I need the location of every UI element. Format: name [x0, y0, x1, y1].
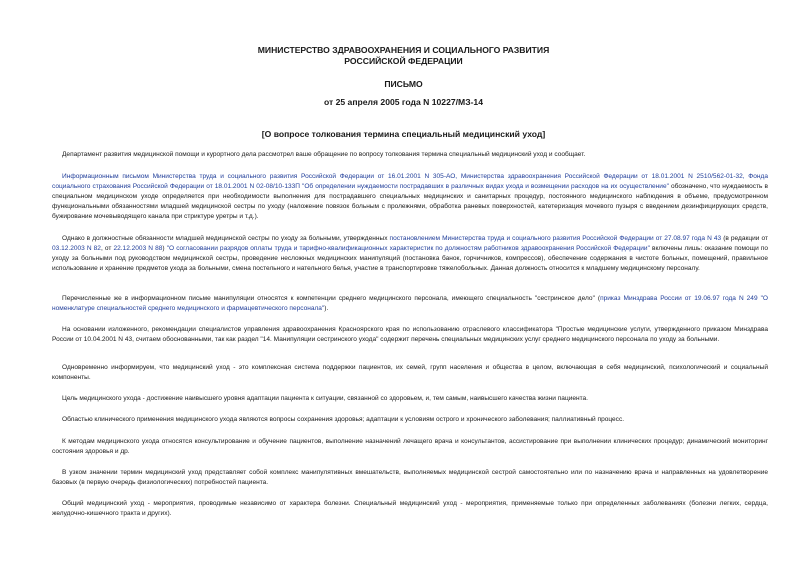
paragraph-6: Одновременно информируем, что медицинский уход - это комплексная система поддержки пациентов, их семей, групп населения и общества в целом, включающая в себя медицинский, психологический и социальный компоненты.: [52, 364, 768, 381]
amendment-link-2[interactable]: 22.12.2003 N 88: [113, 244, 163, 252]
paragraph-3-text-4: ): [162, 244, 167, 252]
paragraph-4-text-1: Перечисленные же в информационном письме манипуляции относятся к компетенции среднего медицинского персонала, имеющего специальность "сестринское дело" (: [62, 295, 601, 302]
paragraph-3-text-1: Однако в должностные обязанности младшей медицинской сестры по уходу за больными, утвержденных: [62, 235, 390, 242]
paragraph-3-text-3: , от: [100, 244, 114, 252]
ministry-line-2: РОССИЙСКОЙ ФЕДЕРАЦИИ: [344, 56, 463, 66]
info-letter-link[interactable]: Информационным письмом Министерства труда и социального развития Российской Федерации от 16.01.2001 N 305-АО, Министерства здравоохранения Российской Федерации от 18.01.2001 N 2510/562-01-32, Фонда социального страхования Российской Федерации от 18.01.2001 N 02-08/10-133П "Об определении нуждаемости пострадавших в различных видах ухода и возмещении расходов на их осуществление": [52, 173, 768, 190]
paragraph-11: Общий медицинский уход - мероприятия, проводимые независимо от характера болезни. Специальный медицинский уход - мероприятия, применяемые только при определенных заболеваниях (болезни легких, сердца, желудочно-кишечного тракта и других).: [52, 500, 768, 517]
paragraph-4: [52, 294, 768, 314]
paragraph-8: Областью клинического применения медицинского ухода являются вопросы сохранения здоровья; адаптации к условиям острого и хронического заболевания; паллиативный процесс.: [62, 416, 625, 423]
paragraph-5: На основании изложенного, рекомендации специалистов управления здравоохранения Красноярского края по использованию отраслевого классификатора "Простые медицинские услуги, утвержденного приказом Минздрава России от 10.04.2001 N 43, считаем обоснованными, так как раздел "14. Манипуляции сестринского ухода" содержит перечень специальных медицинских услуг среднего медицинского персонала по уходу за больными.: [52, 326, 768, 343]
paragraph-4-text-2: ).: [324, 304, 329, 312]
paragraph-10: В узком значении термин медицинский уход представляет собой комплекс манипулятивных вмешательств, выполняемых медицинской сестрой самостоятельно или по назначению врача и направленных на удовлетворение базовых (в первую очередь физиологических) потребностей пациента.: [52, 469, 768, 486]
paragraph-9: К методам медицинского ухода относятся консультирование и обучение пациентов, выполнение назначений лечащего врача и консультантов, ассистирование при выполнении клинических процедур; динамический мониторинг состояния здоровья и др.: [52, 438, 768, 455]
paragraph-1: Департамент развития медицинской помощи и курортного дела рассмотрел ваше обращение по вопросу толкования термина специальный медицинский уход и сообщает.: [62, 151, 586, 158]
ministry-line-1: МИНИСТЕРСТВО ЗДРАВООХРАНЕНИЯ И СОЦИАЛЬНОГО РАЗВИТИЯ: [257, 45, 550, 55]
doc-type: ПИСЬМО: [384, 79, 423, 89]
amendment-link-1[interactable]: 03.12.2003 N 82: [52, 244, 101, 252]
doc-date-number: от 25 апреля 2005 года N 10227/МЗ-14: [323, 97, 483, 107]
doc-title: [О вопросе толкования термина специальный медицинский уход]: [261, 129, 546, 139]
resolution-title-link[interactable]: "О согласовании разрядов оплаты труда и тарифно-квалификационных характеристик по должностям работников здравоохранения Российской Федерации": [166, 244, 650, 252]
paragraph-3-text-5: включены лишь: оказание помощи по уходу за больными под руководством медицинской сестры, проведение несложных медицинских манипуляций (постановка банок, горчичников, компрессов), обеспечение содержания в чистоте больных, помещений, правильное использование и хранение предметов ухода за больными, смена постельного и нательного белья, участие в транспортировке тяжелобольных. Данная должность относится к младшему медицинскому персоналу.: [52, 244, 768, 272]
paragraph-3-text-2: (в редакции от: [721, 235, 768, 242]
paragraph-2: [52, 172, 768, 222]
resolution-link[interactable]: постановлением Министерства труда и социального развития Российской Федерации от 27.08.97 года N 43: [389, 235, 722, 242]
paragraph-3: [52, 234, 768, 274]
paragraph-2-text: обозначено, что нуждаемость в специальном медицинском уходе определяется при необходимости выполнения для пострадавшего специальных медицинских и санитарных процедур, постоянного медицинского наблюдения в объеме, предусмотренном функциональными обязанностями младшей медицинской сестры по уходу (наложение повязок больным с пролежнями, обработка раневых поверхностей, катетеризация мочевого пузыря с введением дезинфицирующих средств, бужирование мочевыводящего канала при стриктуре уретры и т.д.).: [52, 182, 768, 220]
paragraph-7: Цель медицинского ухода - достижение наивысшего уровня адаптации пациента к ситуации, связанной со здоровьем, и, тем самым, наивысшего качества жизни пациента.: [62, 395, 588, 402]
order-link[interactable]: приказ Минздрава России от 19.06.97 года N 249 "О номенклатуре специальностей среднего медицинского и фармацевтического персонала": [52, 295, 768, 312]
